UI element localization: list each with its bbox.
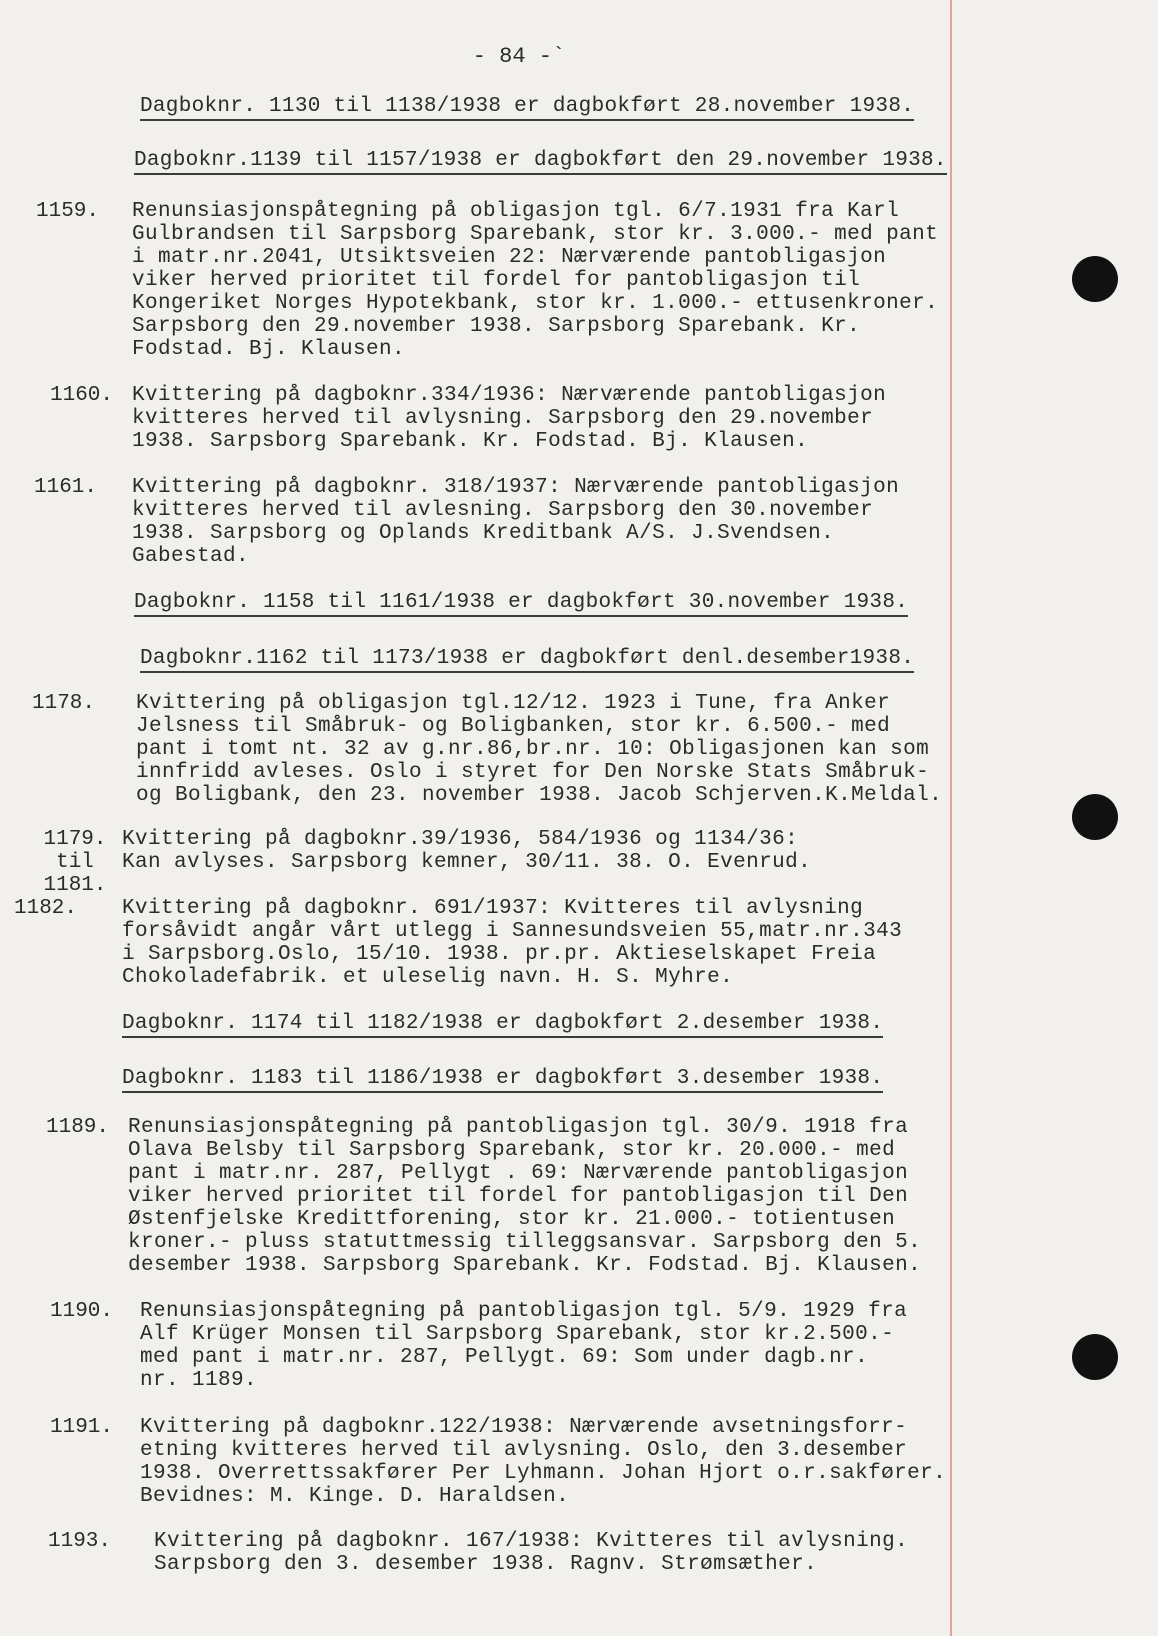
entry-line: 1938. Sarpsborg og Oplands Kreditbank A/S. J.Svendsen.: [132, 522, 835, 545]
entry-line: Kongeriket Norges Hypotekbank, stor kr. 1.000.- ettusenkroner.: [132, 292, 939, 315]
entry-line: i Sarpsborg.Oslo, 15/10. 1938. pr.pr. Aktieselskapet Freia: [122, 943, 877, 966]
entry-line: Kvittering på dagboknr.39/1936, 584/1936 og 1134/36:: [122, 828, 799, 851]
entry-line: Kvittering på dagboknr. 318/1937: Nærværende pantobligasjon: [132, 476, 900, 499]
entry-number-1159: 1159.: [36, 200, 100, 223]
punch-hole-middle: [1072, 794, 1118, 840]
entry-line: 1938. Overrettssakfører Per Lyhmann. Johan Hjort o.r.sakfører.: [140, 1462, 947, 1485]
entry-line: Jelsness til Småbruk- og Boligbanken, stor kr. 6.500.- med: [136, 715, 891, 738]
entry-line: og Boligbank, den 23. november 1938. Jacob Schjerven.K.Meldal.: [136, 784, 943, 807]
entry-number-1190: 1190.: [50, 1300, 114, 1323]
entry-text-1178: [136, 692, 942, 807]
entry-line: i matr.nr.2041, Utsiktsveien 22: Nærværende pantobligasjon: [132, 246, 887, 269]
heading-1139-1157: Dagboknr.1139 til 1157/1938 er dagbokført den 29.november 1938.: [134, 150, 947, 175]
entry-text-1161: [132, 476, 899, 568]
entry-line: med pant i matr.nr. 287, Pellygt. 69: Som under dagb.nr.: [140, 1346, 869, 1369]
entry-line: Olava Belsby til Sarpsborg Sparebank, stor kr. 20.000.- med: [128, 1139, 896, 1162]
entry-line: forsåvidt angår vårt utlegg i Sannesundsveien 55,matr.nr.343: [122, 920, 903, 943]
entry-text-1182: [122, 897, 902, 989]
entry-line: Kvittering på dagboknr. 691/1937: Kvitteres til avlysning: [122, 897, 864, 920]
entry-number-line: 1181.: [43, 874, 107, 897]
entry-line: Chokoladefabrik. et uleselig navn. H. S. Myhre.: [122, 966, 734, 989]
punch-hole-bottom: [1072, 1334, 1118, 1380]
entry-line: Kvittering på dagboknr.122/1938: Nærværende avsetningsforr-: [140, 1416, 908, 1439]
punch-hole-top: [1072, 256, 1118, 302]
entry-line: Bevidnes: M. Kinge. D. Haraldsen.: [140, 1485, 570, 1508]
entry-number-1161: 1161.: [34, 476, 98, 499]
entry-line: 1938. Sarpsborg Sparebank. Kr. Fodstad. Bj. Klausen.: [132, 430, 809, 453]
entry-number-1191: 1191.: [50, 1416, 114, 1439]
entry-text-1193: [154, 1530, 908, 1576]
entry-line: Alf Krüger Monsen til Sarpsborg Sparebank, stor kr.2.500.-: [140, 1323, 895, 1346]
entry-text-1189: [128, 1116, 921, 1277]
entry-line: Renunsiasjonspåtegning på pantobligasjon tgl. 30/9. 1918 fra: [128, 1116, 909, 1139]
entry-line: pant i tomt nt. 32 av g.nr.86,br.nr. 10: Obligasjonen kan som: [136, 738, 930, 761]
entry-number-line: til: [56, 851, 94, 874]
entry-line: kvitteres herved til avlesning. Sarpsborg den 30.november: [132, 499, 874, 522]
heading-1130-1138: Dagboknr. 1130 til 1138/1938 er dagbokført 28.november 1938.: [140, 96, 914, 121]
entry-line: Sarpsborg den 3. desember 1938. Ragnv. Strømsæther.: [154, 1553, 818, 1576]
entry-line: Renunsiasjonspåtegning på pantobligasjon tgl. 5/9. 1929 fra: [140, 1300, 908, 1323]
entry-line: desember 1938. Sarpsborg Sparebank. Kr. Fodstad. Bj. Klausen.: [128, 1254, 922, 1277]
entry-line: kvitteres herved til avlysning. Sarpsborg den 29.november: [132, 407, 874, 430]
entry-line: etning kvitteres herved til avlysning. Oslo, den 3.desember: [140, 1439, 908, 1462]
entry-line: Fodstad. Bj. Klausen.: [132, 338, 406, 361]
entry-number-line: 1179.: [43, 828, 107, 851]
entry-line: Sarpsborg den 29.november 1938. Sarpsborg Sparebank. Kr.: [132, 315, 861, 338]
entry-line: Kvittering på dagboknr. 167/1938: Kvitteres til avlysning.: [154, 1530, 909, 1553]
heading-1174-1182: Dagboknr. 1174 til 1182/1938 er dagbokført 2.desember 1938.: [122, 1013, 883, 1038]
page-number: - 84 -`: [472, 44, 566, 69]
entry-line: Kvittering på obligasjon tgl.12/12. 1923 i Tune, fra Anker: [136, 692, 891, 715]
entry-text-1160: [132, 384, 886, 453]
entry-line: kroner.- pluss statuttmessig tilleggsansvar. Sarpsborg den 5.: [128, 1231, 922, 1254]
entry-line: innfridd avleses. Oslo i styret for Den Norske Stats Småbruk-: [136, 761, 930, 784]
margin-line: [950, 0, 952, 1636]
entry-line: Kan avlyses. Sarpsborg kemner, 30/11. 38. O. Evenrud.: [122, 851, 812, 874]
entry-number-1182: 1182.: [14, 897, 78, 920]
entry-line: Gabestad.: [132, 545, 250, 568]
entry-line: viker herved prioritet til fordel for pantobligasjon til: [132, 269, 861, 292]
entry-number-1189: 1189.: [46, 1116, 110, 1139]
entry-text-1179-1181: [122, 828, 811, 874]
entry-number-1178: 1178.: [32, 692, 96, 715]
heading-1183-1186: Dagboknr. 1183 til 1186/1938 er dagbokført 3.desember 1938.: [122, 1068, 883, 1093]
entry-text-1190: [140, 1300, 907, 1392]
entry-line: Kvittering på dagboknr.334/1936: Nærværende pantobligasjon: [132, 384, 887, 407]
entry-line: nr. 1189.: [140, 1369, 258, 1392]
entry-number-1193: 1193.: [48, 1530, 112, 1553]
entry-line: pant i matr.nr. 287, Pellygt . 69: Nærværende pantobligasjon: [128, 1162, 909, 1185]
entry-text-1159: [132, 200, 938, 361]
entry-line: Renunsiasjonspåtegning på obligasjon tgl. 6/7.1931 fra Karl: [132, 200, 900, 223]
entry-line: Østenfjelske Kredittforening, stor kr. 21.000.- totientusen: [128, 1208, 896, 1231]
entry-number-1179-1181: [40, 828, 110, 897]
entry-number-1160: 1160.: [50, 384, 114, 407]
entry-line: Gulbrandsen til Sarpsborg Sparebank, stor kr. 3.000.- med pant: [132, 223, 939, 246]
heading-1158-1161: Dagboknr. 1158 til 1161/1938 er dagbokført 30.november 1938.: [134, 592, 908, 617]
entry-line: viker herved prioritet til fordel for pantobligasjon til Den: [128, 1185, 909, 1208]
heading-1162-1173: Dagboknr.1162 til 1173/1938 er dagbokført denl.desember1938.: [140, 648, 914, 673]
entry-text-1191: [140, 1416, 946, 1508]
